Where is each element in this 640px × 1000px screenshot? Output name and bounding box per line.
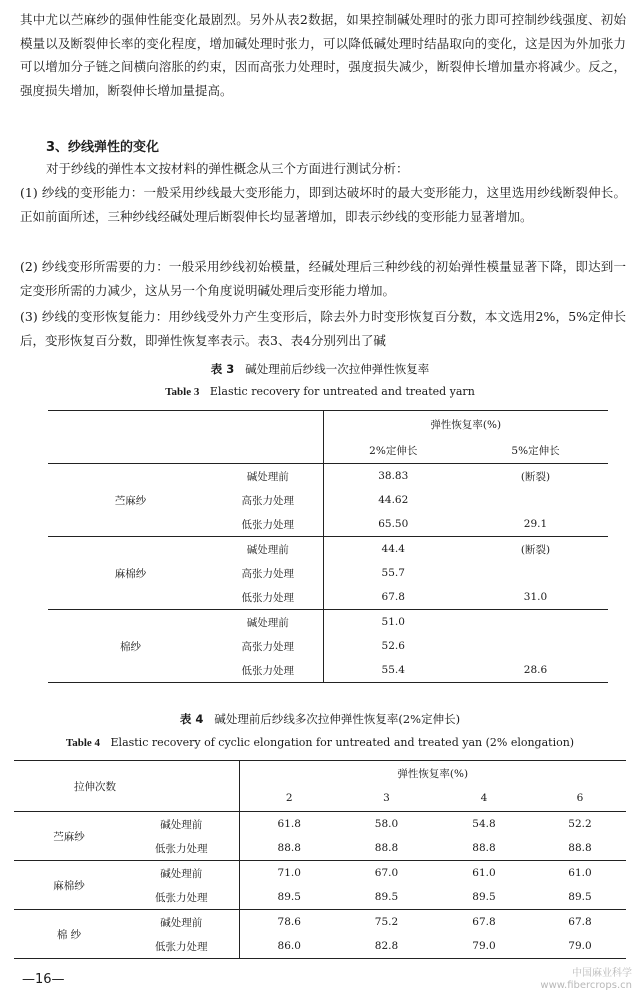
table4	[14, 760, 626, 959]
table3-cell: 55.7	[381, 567, 405, 579]
table4-treatment: 碱处理前	[124, 861, 239, 886]
table3-caption: 表 3 碱处理前后纱线一次拉伸弹性恢复率	[210, 362, 430, 376]
table3-yarn-name: 苎麻纱	[114, 494, 147, 507]
table-row	[48, 537, 608, 562]
table4-cell: 61.0	[534, 861, 626, 886]
table4-cell: 67.8	[434, 910, 534, 935]
table3-treatment: 高张力处理	[213, 634, 323, 658]
table3-cell: 44.4	[323, 537, 463, 562]
table3	[48, 410, 608, 683]
table3-caption-en: Table 3 Elastic recovery for untreated and treated yarn	[165, 385, 475, 398]
table3-cell	[463, 610, 608, 635]
table4-caption: 表 4 碱处理前后纱线多次拉伸弹性恢复率(2%定伸长)	[179, 712, 461, 726]
table4-cell: 89.5	[568, 891, 592, 903]
table3-treatment: 低张力处理	[213, 658, 323, 683]
table4-col: 3	[339, 785, 434, 812]
table4-cell: 89.5	[374, 891, 399, 903]
table4-header: 弹性恢复率(%)	[397, 767, 469, 780]
table3-cell: 67.8	[381, 591, 405, 603]
table3-cell: 29.1	[523, 518, 548, 530]
table3-treatment: 碱处理前	[213, 464, 323, 489]
table4-cell: 54.8	[472, 818, 496, 830]
table-row	[14, 910, 626, 935]
table3-treatment: 碱处理前	[213, 537, 323, 562]
table3-cell: 31.0	[523, 591, 548, 603]
table4-cell: 67.8	[534, 910, 626, 935]
table3-treatment: 低张力处理	[213, 585, 323, 610]
section-heading: 3、纱线弹性的变化	[46, 140, 160, 155]
table3-cell: 55.4	[381, 664, 405, 676]
table3-header: 弹性恢复率(%)	[430, 418, 502, 431]
table4-cell: 88.8	[374, 842, 399, 854]
table-row	[48, 464, 608, 489]
table4-cell: 61.8	[277, 818, 301, 830]
table4-cell: 75.2	[339, 910, 434, 935]
table3-cell: 44.62	[378, 494, 409, 506]
page-number: —16—	[22, 972, 65, 987]
watermark-url: www.fibercrops.cn	[540, 980, 632, 991]
table4-yarn-name: 苎麻纱	[53, 830, 85, 843]
table4-cell: 86.0	[277, 940, 301, 952]
table4-cell: 82.8	[374, 940, 399, 952]
table3-treatment: 高张力处理	[213, 561, 323, 585]
table4-cell: 89.5	[472, 891, 496, 903]
table-row	[14, 812, 626, 837]
table-row	[14, 861, 626, 886]
table4-caption-en: Table 4 Elastic recovery of cyclic elongation for untreated and treated yan (2% elongation)	[65, 736, 575, 749]
table3-treatment: 碱处理前	[213, 610, 323, 635]
table4-yarn-name: 棉 纱	[14, 910, 124, 959]
table3-cell	[463, 561, 608, 585]
table4-treatment: 低张力处理	[124, 885, 239, 910]
table4-cell: 61.0	[434, 861, 534, 886]
paragraph-deformation-recovery: (3) 纱线的变形恢复能力：用纱线受外力产生变形后，除去外力时变形恢复百分数，本文选用2%，5%定伸长后，变形恢复百分数，即弹性恢复率表示。表3、表4分别列出了碱	[20, 309, 626, 348]
table4-treatment: 低张力处理	[124, 836, 239, 861]
table3-col-2pct: 2%定伸长	[323, 437, 463, 464]
table4-cell: 52.2	[568, 818, 592, 830]
paragraph-deformation-force: (2) 纱线变形所需要的力：一般采用纱线初始模量，经碱处理后三种纱线的初始弹性模量显著下降，即达到一定变形所需的力减少，这从另一个角度说明碱处理后变形能力增加。	[20, 259, 626, 298]
table3-cell: 52.6	[381, 640, 405, 652]
table4-cell: 67.0	[339, 861, 434, 886]
table3-cell: (断裂)	[520, 470, 551, 483]
table3-yarn-name: 棉纱	[48, 610, 213, 683]
table4-cell: 71.0	[239, 861, 339, 886]
table3-cell: 38.83	[378, 470, 409, 482]
table4-corner: 拉伸次数	[14, 761, 239, 812]
table4-cell: 88.8	[472, 842, 496, 854]
table4-cell: 88.8	[277, 842, 301, 854]
table4-col: 2	[239, 785, 339, 812]
paragraph-deformation-capacity: (1) 纱线的变形能力：一般采用纱线最大变形能力，即到达破坏时的最大变形能力，这里选用纱线断裂伸长。正如前面所述，三种纱线经碱处理后断裂伸长均显著增加，即表示纱线的变形能力显著增加。	[20, 185, 626, 224]
table4-treatment: 低张力处理	[124, 934, 239, 959]
table4-cell: 78.6	[239, 910, 339, 935]
table-row	[48, 610, 608, 635]
table3-col-5pct: 5%定伸长	[463, 437, 608, 464]
table4-treatment: 碱处理前	[124, 910, 239, 935]
table4-cell: 79.0	[472, 940, 496, 952]
table3-cell: 28.6	[523, 664, 548, 676]
table3-treatment: 低张力处理	[213, 512, 323, 537]
table4-cell: 88.8	[568, 842, 592, 854]
table4-cell: 58.0	[374, 818, 399, 830]
table4-cell: 89.5	[277, 891, 301, 903]
table3-cell	[463, 488, 608, 512]
table4-yarn-name: 麻棉纱	[14, 861, 124, 910]
table3-cell	[463, 634, 608, 658]
table3-yarn-name: 麻棉纱	[48, 537, 213, 610]
table3-cell: 65.50	[378, 518, 409, 530]
table3-cell: 51.0	[323, 610, 463, 635]
table4-treatment: 碱处理前	[124, 812, 239, 837]
watermark	[540, 968, 632, 992]
paragraph-elasticity-intro: 对于纱线的弹性本文按材料的弹性概念从三个方面进行测试分析：	[46, 161, 409, 176]
intro-paragraph: 其中尤以苎麻纱的强伸性能变化最剧烈。另外从表2数据，如果控制碱处理时的张力即可控制纱线强度、初始模量以及断裂伸长率的变化程度，增加碱处理时张力，可以降低碱处理时结晶取向的变化，这是因为外加张力可以增加分子链之间横向溶胀的约束，因而高张力处理时，强度损失减少，断裂伸长增加量亦将减少。反之，强度损失增加，断裂伸长增加量提高。	[20, 12, 626, 98]
table3-cell: (断裂)	[463, 537, 608, 562]
table4-cell: 79.0	[568, 940, 592, 952]
table4-col: 6	[534, 785, 626, 812]
watermark-line: 中国麻业科学	[572, 968, 632, 979]
table4-col: 4	[434, 785, 534, 812]
table3-corner	[48, 411, 323, 464]
table3-treatment: 高张力处理	[213, 488, 323, 512]
